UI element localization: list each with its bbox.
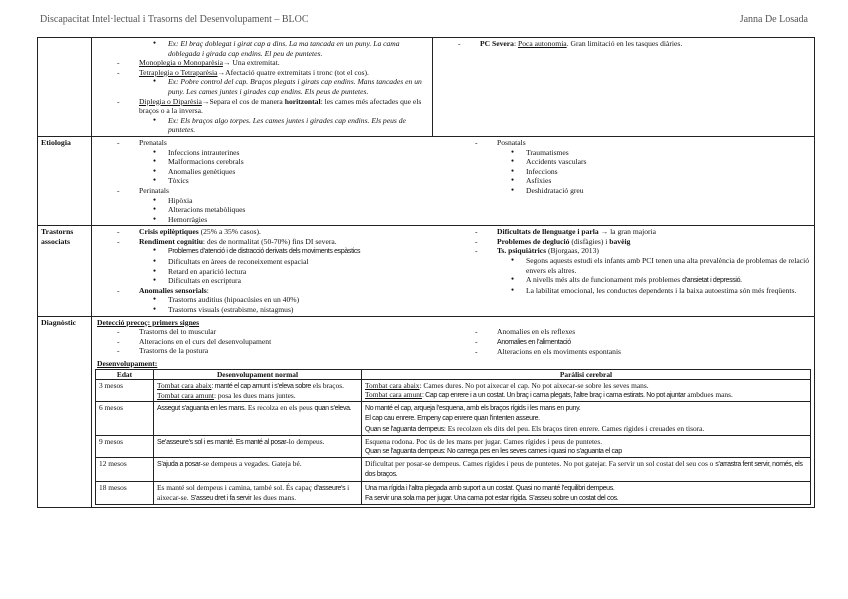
list-item: ● Anomalies genètiques — [95, 167, 453, 177]
text-run: Una ma rígida i l’altra plegada amb suport a un costat. Quasi no manté l’equilibri dempeus. — [365, 484, 615, 492]
text-run: horitzontal — [284, 96, 321, 106]
list-item — [95, 237, 453, 247]
list-item: ● Asfíxies — [453, 176, 811, 186]
text-run: Tombat cara amunt — [365, 390, 422, 399]
text-run: → la gran majoria — [598, 227, 657, 237]
list-item: ● Infeccions intrauterines — [95, 148, 453, 158]
list-item: ● Alteracions metabòliques — [95, 205, 453, 215]
cell-line — [157, 403, 358, 413]
text-run: -se dempeus a vegades. Gateja bé. — [200, 459, 302, 469]
text-run: i aixecar-se. — [157, 482, 350, 502]
page-header — [40, 14, 808, 28]
text-run: Ts. psiquiàtrics — [497, 246, 547, 256]
list-item — [95, 305, 453, 315]
cell-line — [365, 446, 807, 456]
cell-line — [157, 391, 358, 400]
label-trastorns: Trastorns associats — [38, 226, 92, 316]
types-left-list — [95, 39, 429, 135]
text-run: . — [740, 275, 743, 285]
list-item — [453, 275, 811, 286]
cell-line — [365, 493, 807, 503]
list-item: - Perinatals — [95, 186, 453, 196]
cell-line — [365, 437, 807, 446]
list-item — [95, 97, 429, 116]
list-item — [95, 286, 453, 296]
text-run: s’arrastra fent servir, només, els dos braços. — [365, 461, 803, 479]
text-run: Segons aquests estudi els infants amb PCI tenen una alta prevalència de problemas de relació envers els altres. — [526, 256, 809, 275]
pc-cell — [362, 435, 811, 457]
list-item: - Posnatals — [453, 138, 811, 148]
age-cell: 9 mesos — [96, 435, 154, 457]
list-item: - Prenatals — [95, 138, 453, 148]
text-run: Esquena rodona. Poc ús de les mans per jugar. Cames rígides i peus de puntetes. — [365, 436, 603, 446]
list-item: ● Tòxics — [95, 176, 453, 186]
text-run: Tombat cara abaix — [365, 380, 420, 390]
normal-cell — [154, 481, 362, 504]
list-item — [453, 237, 811, 247]
list-item — [95, 77, 429, 96]
types-right-list — [436, 39, 811, 49]
sign-text: Trastorns de la postura — [139, 346, 209, 356]
text-run: Monoplegia o Monoparèsia — [139, 58, 223, 68]
sign-text: Trastorns del to muscular — [139, 327, 217, 337]
text-run: Tetraplegia o Tetraparèsia — [139, 67, 218, 77]
text-run: Retard en aparició lectura — [168, 266, 247, 276]
text-run: ambdues mans. — [685, 390, 733, 399]
text-run: Dificultats en escriptura — [168, 276, 241, 286]
pc-cell — [362, 458, 811, 481]
list-item: ● Accidents vasculars — [453, 157, 811, 167]
text-run: Dificultats en àrees de reconeixement espacial — [168, 257, 309, 267]
list-item — [436, 39, 811, 49]
col-header-pc: Paràlisi cerebral — [362, 369, 811, 379]
table-row — [96, 458, 811, 481]
text-run: quan s’eleva. — [314, 405, 352, 413]
list-item — [453, 286, 811, 296]
pc-cell — [362, 481, 811, 504]
table-row — [96, 379, 811, 401]
signs-left-list — [95, 327, 453, 356]
text-run: Quan se l’aguanta dempeus: No carrega pes en les seves cames i quasi no s’aguanta el cap — [365, 448, 622, 456]
row-diagnostic — [38, 316, 815, 507]
table-row — [96, 435, 811, 457]
text-run: : manté el cap amunt i s’eleva sobre — [211, 382, 311, 390]
list-item: ● Malformacions cerebrals — [95, 157, 453, 167]
text-run: Fa servir una sola ma per jugar. Una cama pot estar rígida. S’asseu sobre un costat del cos. — [365, 494, 619, 502]
trastorns-right-list — [453, 227, 811, 295]
text-run: Ex: El braç doblegat i girat cap a dins. La ma tancada en un puny. La cama doblegada i girada cap endins. El peu de puntetes. — [168, 39, 400, 58]
list-item — [95, 276, 453, 286]
sign-item — [453, 347, 811, 357]
trastorns-left-list — [95, 227, 453, 314]
list-item: ● Traumatismes — [453, 148, 811, 158]
text-run: Rendiment cognitiu — [139, 236, 203, 246]
label-diagnostic: Diagnòstic — [38, 316, 92, 507]
list-item — [95, 227, 453, 237]
cell-line — [157, 381, 358, 391]
text-run: Dificultats de llenguatge i parla — [497, 227, 599, 237]
text-run: →Separa el cos de manera — [201, 96, 285, 106]
text-run: -lo dempeus. — [286, 436, 325, 446]
text-run: Ex: Pobre control del cap. Braços plegats i girats cap endins. Mans tancades en un puny. Les cames juntes i girades cap endins. Els peus de puntetes. — [168, 77, 422, 96]
cell-line — [157, 483, 358, 503]
col-header-edat: Edat — [96, 369, 154, 379]
list-item — [95, 246, 453, 257]
text-run: S’ajuda a posar — [157, 461, 201, 469]
text-run: (Bjorgaas, 2013) — [546, 246, 599, 256]
text-run: Problemes de deglució — [497, 236, 570, 246]
text-run: PC Severa — [480, 39, 514, 48]
sign-text: Anomalies en els reflexes — [497, 327, 576, 337]
cell-line — [365, 459, 807, 479]
table-row — [96, 402, 811, 436]
normal-cell — [154, 379, 362, 401]
text-run: Assegut s’aguanta en les mans — [157, 405, 245, 413]
text-run: : — [206, 285, 209, 295]
text-run: d’ansietat i depressió — [682, 277, 741, 285]
row-trastorns — [38, 226, 815, 316]
text-run: bavèig — [609, 236, 631, 246]
cell-line — [157, 437, 358, 447]
text-run: Trastorns visuals (estrabisme, nistagmus) — [168, 305, 294, 315]
cell-line — [365, 413, 807, 423]
text-run: . Es recolza en els peus — [244, 403, 315, 413]
text-run: Se’asseure’s sol i es manté. Es manté al posar — [157, 438, 287, 446]
sign-item — [95, 346, 453, 356]
signs-right-list — [453, 327, 811, 357]
sign-item — [453, 327, 811, 337]
text-run: : des de normalitat (50-70%) fins DI severa. — [202, 236, 337, 246]
list-item: ● Deshidratació greu — [453, 186, 811, 196]
text-run: Dificultat per posar-se dempeus. Cames rígides i peus de puntetes. No pot gatejar. Fa servir un sol costat del seu cos o — [365, 459, 716, 469]
document-table — [37, 37, 815, 508]
list-item — [95, 116, 429, 135]
text-run: Problemes d’atenció i de distracció derivats dels moviments espàstics — [168, 248, 361, 256]
text-run: (25% a 35% casos). — [198, 227, 261, 237]
text-run: : Cap cap enrere i a un costat. Un braç i cama plegats, l’altre braç i cama estirats. No pot ajuntar — [421, 392, 686, 399]
text-run: els braços. — [310, 380, 344, 390]
pc-cell — [362, 402, 811, 436]
text-run: Trastorns auditius (hipoacúsies en un 40%) — [168, 295, 300, 305]
text-run: Diplegia o Diparèsia — [139, 96, 202, 106]
cell-line — [157, 459, 358, 469]
text-run: Quan se l’aguanta dempeus — [365, 425, 444, 433]
sign-text: Alteracions en els moviments espontanis — [497, 347, 622, 357]
etiologia-right-list — [453, 138, 811, 196]
text-run: A nivells més alts de funcionament més problemes — [526, 275, 683, 285]
age-cell: 6 mesos — [96, 402, 154, 436]
list-item — [95, 68, 429, 78]
text-run: (disfàgies) i — [569, 236, 610, 246]
text-run: La labilitat emocional, les conductes dependents i la baixa autoestima són més freqüents. — [526, 285, 797, 295]
col-header-normal: Desenvolupament normal — [154, 369, 362, 379]
sign-item — [95, 337, 453, 347]
development-table — [95, 369, 811, 505]
text-run: No manté el cap, arqueja l’esquena, amb els braços rígids i les mans en puny. — [365, 405, 581, 413]
text-run: →Afectació quatre extremitats i tronc (tot el cos). — [217, 67, 369, 77]
text-run: . Gran limitació en les tasques diàries. — [566, 39, 683, 48]
text-run: Tombat cara abaix — [157, 380, 212, 390]
list-item: ● Infeccions — [453, 167, 811, 177]
list-item: ● Hipòxia — [95, 196, 453, 206]
normal-cell — [154, 458, 362, 481]
sign-text: Anomalies en l’alimentació — [497, 338, 571, 346]
row-types-continued — [38, 38, 815, 137]
text-run: Crisis epilèptiques — [139, 227, 199, 237]
normal-cell — [154, 435, 362, 457]
cell-line — [365, 403, 807, 413]
text-run: les dues mans. — [251, 492, 297, 502]
list-item — [95, 295, 453, 305]
list-item — [95, 267, 453, 277]
precoc-title: Detecció precoç: primers signes — [97, 317, 200, 327]
table-row — [96, 481, 811, 504]
cell-line — [365, 424, 807, 434]
label-etiologia: Etiologia — [38, 136, 92, 225]
text-run: El cap cau enrere. Empeny cap enrere quan l’intenten asseure. — [365, 415, 540, 423]
list-item: ● Hemorràgies — [95, 215, 453, 225]
text-run: Es manté sol dempeus i camina, també sol. És capaç — [157, 482, 314, 492]
normal-cell — [154, 402, 362, 436]
list-item — [95, 58, 429, 68]
sign-item — [95, 327, 453, 337]
age-cell: 12 mesos — [96, 458, 154, 481]
sign-item — [453, 337, 811, 348]
text-run: → Una extremitat. — [222, 58, 280, 68]
header-title: Discapacitat Intel·lectual i Trasorns del Desenvolupament – BLOC — [40, 14, 309, 25]
text-run: S’asseu dret i fa servir — [190, 494, 252, 502]
text-run: Anomalies sensorials — [139, 285, 207, 295]
text-run: d’asseure’s — [313, 484, 346, 492]
list-item — [95, 39, 429, 58]
etiologia-left-list — [95, 138, 453, 224]
text-run: Tombat cara amunt — [157, 391, 214, 400]
cell-line — [365, 483, 807, 493]
text-run: : — [513, 39, 518, 48]
header-author: Janna De Losada — [739, 14, 808, 25]
list-item — [453, 227, 811, 237]
text-run: : Cames dures. No pot aixecar el cap. No pot aixecar-se sobre les seves mans. — [419, 380, 649, 390]
text-run: : les cames més afectades que els braços o a la inversa. — [139, 96, 422, 116]
list-item — [453, 246, 811, 256]
sign-text: Alteracions en el curs del desenvolupament — [139, 336, 272, 346]
row-etiologia — [38, 136, 815, 225]
cell-line — [365, 381, 807, 390]
age-cell: 18 mesos — [96, 481, 154, 504]
dev-title: Desenvolupament: — [97, 359, 158, 368]
list-item — [95, 257, 453, 267]
list-item — [453, 256, 811, 275]
cell-line — [365, 390, 807, 400]
text-run: Ex: Els braços algo torpes. Les cames juntes i girades cap endins. Els peus de puntetes. — [168, 115, 406, 135]
text-run: : Es recolzen els dits del peu. Els braços tiren enrere. Cames rígides i creuades en tisora. — [443, 423, 705, 433]
pc-cell — [362, 379, 811, 401]
text-run: : posa les dues mans juntes. — [213, 391, 296, 400]
age-cell: 3 mesos — [96, 379, 154, 401]
text-run: Poca autonomia — [517, 39, 567, 48]
